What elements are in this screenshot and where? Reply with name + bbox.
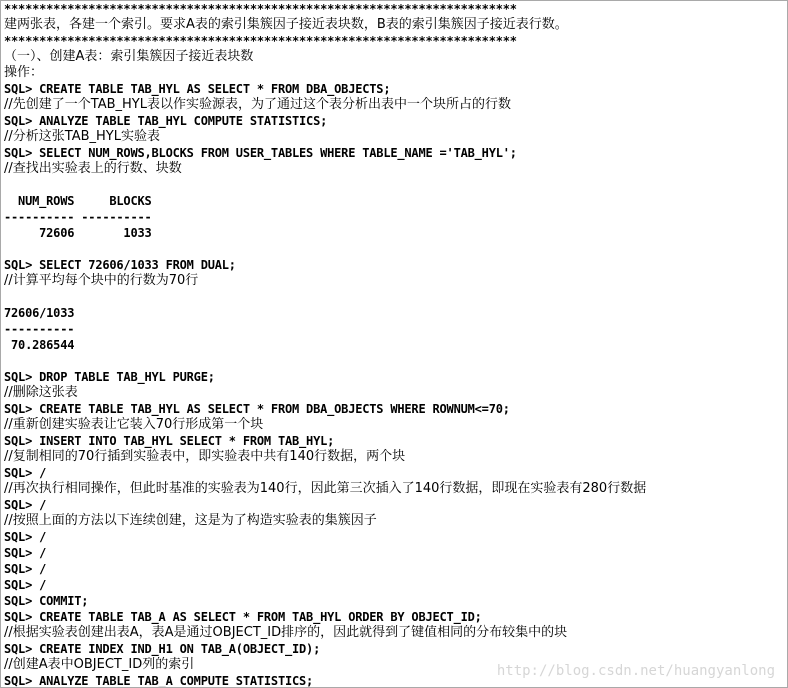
comment-line: //重新创建实验表让它装入70行形成第一个块 (4, 417, 264, 432)
output-line: 70.286544 (4, 338, 75, 352)
separator-line: ************************************************************************* (4, 2, 517, 16)
sql-command-line: SQL> INSERT INTO TAB_HYL SELECT * FROM TAB_HYL; (4, 434, 335, 448)
comment-line: //再次执行相同操作，但此时基准的实验表为140行，因此第三次插入了140行数据，即现在实验表有280行数据 (4, 481, 647, 496)
sql-command-line: SQL> / (4, 546, 47, 560)
sql-command-line: SQL> CREATE TABLE TAB_HYL AS SELECT * FROM DBA_OBJECTS WHERE ROWNUM<=70; (4, 402, 510, 416)
comment-line: //分析这张TAB_HYL实验表 (4, 129, 160, 144)
comment-line: //先创建了一个TAB_HYL表以作实验源表，为了通过这个表分析出表中一个块所占的行数 (4, 97, 511, 112)
output-line: ---------- ---------- (4, 210, 152, 224)
output-line: （一）、创建A表：索引集簇因子接近表块数 (4, 49, 254, 64)
blank-line (4, 241, 785, 257)
sql-command-line: SQL> CREATE TABLE TAB_HYL AS SELECT * FROM DBA_OBJECTS; (4, 82, 391, 96)
comment-line: //根据实验表创建出表A，表A是通过OBJECT_ID排序的，因此就得到了键值相同的分布较集中的块 (4, 625, 568, 640)
sql-command-line: SQL> CREATE TABLE TAB_A AS SELECT * FROM TAB_HYL ORDER BY OBJECT_ID; (4, 610, 482, 624)
blank-line (4, 353, 785, 369)
terminal-output (4, 1, 785, 687)
sql-command-line: SQL> SELECT 72606/1033 FROM DUAL; (4, 258, 236, 272)
sql-command-line: SQL> / (4, 530, 47, 544)
output-line: NUM_ROWS BLOCKS (4, 194, 152, 208)
comment-line: //按照上面的方法以下连续创建，这是为了构造实验表的集簇因子 (4, 513, 377, 528)
blog-watermark: http://blog.csdn.net/huangyanlong (496, 663, 775, 679)
sql-command-line: SQL> ANALYZE TABLE TAB_HYL COMPUTE STATISTICS; (4, 114, 328, 128)
output-line: 72606/1033 (4, 306, 75, 320)
sql-command-line: SQL> / (4, 498, 47, 512)
comment-line: //复制相同的70行插到实验表中，即实验表中共有140行数据，两个块 (4, 449, 406, 464)
output-line: ---------- (4, 322, 75, 336)
separator-line: ************************************************************************* (4, 34, 517, 48)
sql-command-line: SQL> CREATE INDEX IND_H1 ON TAB_A(OBJECT_ID); (4, 642, 321, 656)
output-line: 操作： (4, 65, 44, 80)
blank-line (4, 177, 785, 193)
sql-command-line: SQL> ANALYZE TABLE TAB_A COMPUTE STATISTICS; (4, 674, 314, 688)
sql-command-line: SQL> / (4, 578, 47, 592)
output-line: 建两张表，各建一个索引。要求A表的索引集簇因子接近表块数，B表的索引集簇因子接近表行数。 (4, 17, 568, 32)
sql-command-line: SQL> / (4, 562, 47, 576)
sql-command-line: SQL> SELECT NUM_ROWS,BLOCKS FROM USER_TABLES WHERE TABLE_NAME ='TAB_HYL'; (4, 146, 517, 160)
comment-line: //计算平均每个块中的行数为70行 (4, 273, 199, 288)
comment-line: //创建A表中OBJECT_ID列的索引 (4, 657, 195, 672)
comment-line: //删除这张表 (4, 385, 78, 400)
sql-command-line: SQL> / (4, 466, 47, 480)
sql-command-line: SQL> COMMIT; (4, 594, 89, 608)
comment-line: //查找出实验表上的行数、块数 (4, 161, 182, 176)
sql-command-line: SQL> DROP TABLE TAB_HYL PURGE; (4, 370, 215, 384)
blank-line (4, 289, 785, 305)
output-line: 72606 1033 (4, 226, 152, 240)
